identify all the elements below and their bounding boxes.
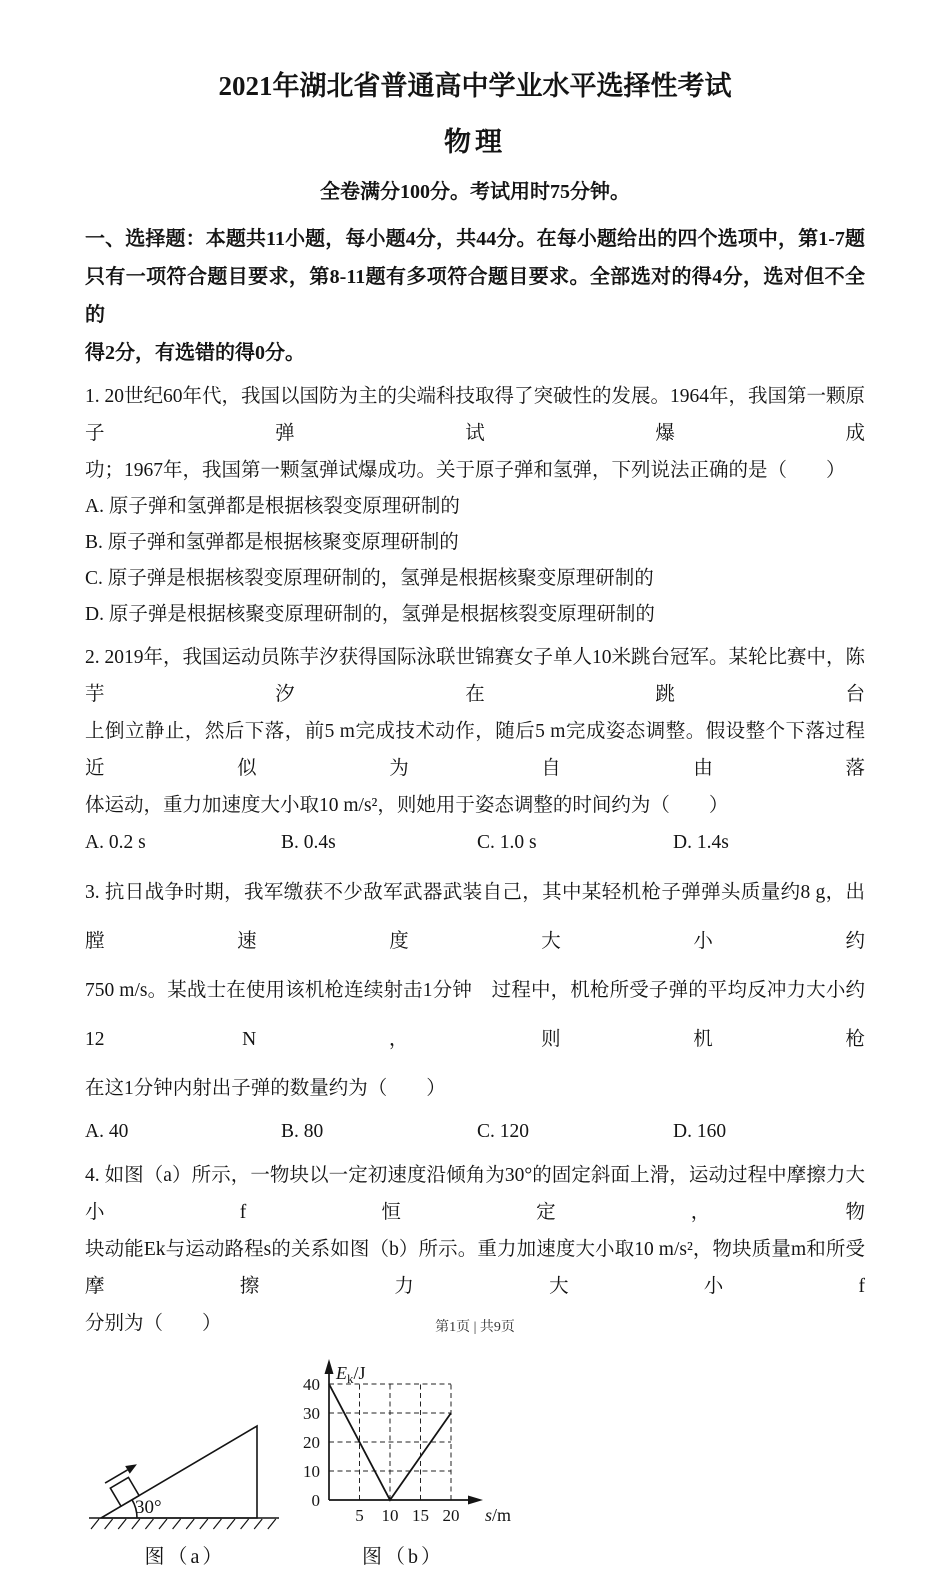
figures-row (87, 1352, 865, 1569)
question-1-option-c: C. 原子弹是根据核裂变原理研制的，氢弹是根据核聚变原理研制的 (85, 568, 654, 589)
velocity-arrow-head (125, 1460, 139, 1473)
question-2-stem-line-3: 体运动，重力加速度大小取10 m/s²，则她用于姿态调整的时间约为（ ） (85, 795, 729, 816)
question-4-stem-line-1: 4. 如图（a）所示，一物块以一定初速度沿倾角为30°的固定斜面上滑，运动过程中摩擦力大小f恒定，物 (85, 1165, 865, 1223)
svg-text:10: 10 (303, 1462, 320, 1481)
question-4 (85, 1157, 865, 1569)
section-heading-line-3: 得2分，有选错的得0分。 (85, 342, 305, 364)
figure-b-caption: 图（b） (362, 1546, 444, 1568)
question-3-option-a: A. 40 (85, 1121, 129, 1142)
question-1-option-d: D. 原子弹是根据核聚变原理研制的，氢弹是根据核裂变原理研制的 (85, 604, 655, 625)
question-3-option-b: B. 80 (281, 1121, 324, 1142)
question-3 (85, 868, 865, 1151)
section-heading-line-2: 只有一项符合题目要求，第8-11题有多项符合题目要求。全部选对的得4分，选对但不全的 (85, 266, 865, 326)
ek-vs-s-chart (283, 1352, 523, 1536)
question-1-stem-line-2: 功；1967年，我国第一颗氢弹试爆成功。关于原子弹和氢弹，下列说法正确的是（ ） (85, 460, 846, 481)
question-2-option-d: D. 1.4s (673, 832, 729, 853)
question-2 (85, 639, 865, 862)
svg-text:15: 15 (412, 1506, 429, 1525)
question-1 (85, 378, 865, 633)
question-2-stem-line-1: 2. 2019年，我国运动员陈芋汐获得国际泳联世锦赛女子单人10米跳台冠军。某轮比赛中，陈芋汐在跳台 (85, 647, 866, 705)
section-heading-line-1: 一、选择题：本题共11小题，每小题4分，共44分。在每小题给出的四个选项中，第1-7题 (85, 228, 865, 250)
question-3-option-d: D. 160 (673, 1121, 727, 1142)
question-2-stem-line-2: 上倒立静止，然后下落，前5 m完成技术动作，随后5 m完成姿态调整。假设整个下落过程近似为自由落 (85, 721, 865, 779)
figure-a-caption: 图（a） (144, 1546, 226, 1568)
section-heading (85, 220, 865, 372)
question-1-stem-line-1: 1. 20世纪60年代，我国以国防为主的尖端科技取得了突破性的发展。1964年，我国第一颗原子弹试爆成 (85, 386, 866, 444)
page-title: 2021年湖北省普通高中学业水平选择性考试 (218, 71, 732, 101)
incline-diagram (87, 1402, 283, 1536)
question-4-stem-line-2: 块动能Ek与运动路程s的关系如图（b）所示。重力加速度大小取10 m/s²，物块质量m和所受摩擦力大小f (85, 1239, 865, 1297)
page-footer: 第1页 | 共9页 (435, 1320, 515, 1335)
question-3-stem-line-2: 750 m/s。某战士在使用该机枪连续射击1分钟 过程中，机枪所受子弹的平均反冲力大小约12 N，则机枪 (85, 980, 865, 1050)
svg-text:20: 20 (303, 1433, 320, 1452)
question-3-option-c: C. 120 (477, 1121, 530, 1142)
question-2-options-row (85, 824, 865, 862)
question-2-option-b: B. 0.4s (281, 832, 336, 853)
figure-a (87, 1402, 283, 1569)
incline-angle-label: 30° (135, 1497, 162, 1518)
svg-text:30: 30 (303, 1404, 320, 1423)
question-1-option-a: A. 原子弹和氢弹都是根据核裂变原理研制的 (85, 496, 460, 517)
svg-text:5: 5 (355, 1506, 364, 1525)
svg-text:40: 40 (303, 1375, 320, 1394)
question-4-stem-line-3: 分别为（ ） (85, 1313, 222, 1334)
question-3-stem-line-3: 在这1分钟内射出子弹的数量约为（ ） (85, 1078, 446, 1099)
svg-text:Ek/J: $E_k/J$ (336, 1363, 366, 1386)
svg-text:s/m: s/m (485, 1505, 512, 1525)
question-3-stem-line-1: 3. 抗日战争时期，我军缴获不少敌军武器武装自己，其中某轻机枪子弹弹头质量约8 g，出膛速度大小约 (85, 882, 865, 952)
svg-text:0: 0 (311, 1491, 320, 1510)
figure-b (283, 1352, 523, 1569)
question-1-option-b: B. 原子弹和氢弹都是根据核聚变原理研制的 (85, 532, 459, 553)
subject-title: 物理 (444, 127, 506, 157)
question-2-option-a: A. 0.2 s (85, 832, 146, 853)
exam-info: 全卷满分100分。考试用时75分钟。 (320, 181, 630, 203)
svg-text:20: 20 (442, 1506, 460, 1525)
question-2-option-c: C. 1.0 s (477, 832, 537, 853)
svg-text:10: 10 (381, 1506, 399, 1525)
question-3-options-row (85, 1113, 865, 1151)
